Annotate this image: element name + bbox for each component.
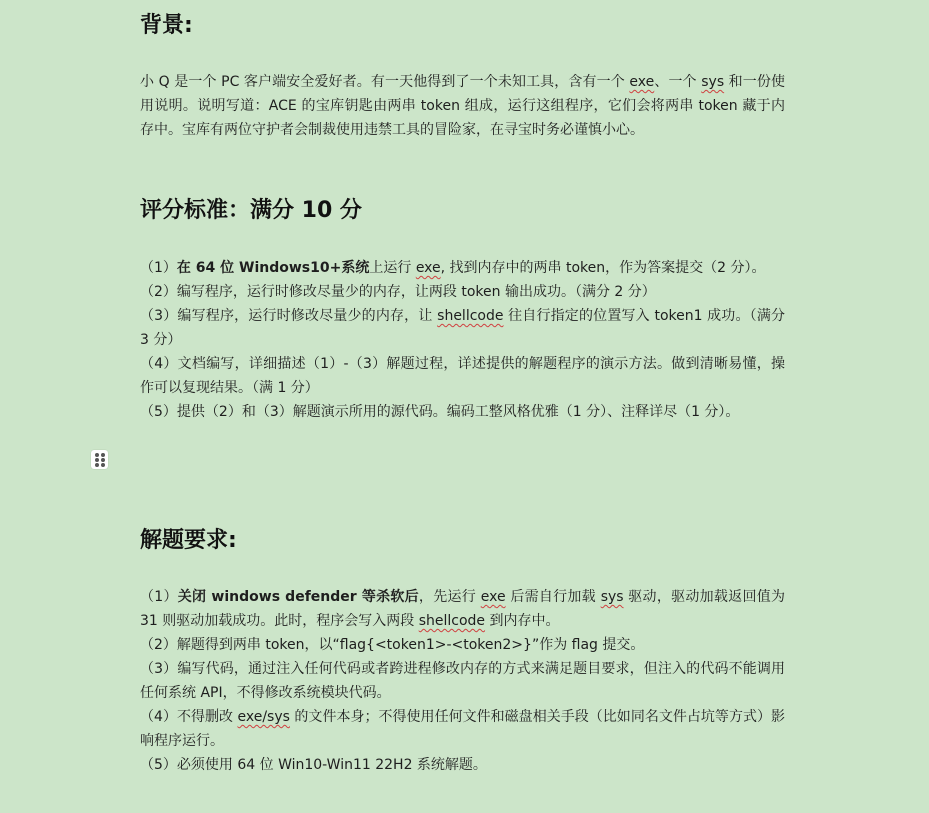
text-run: （2）解题得到两串 token，以“flag{<token1>-<token2>}”作为 flag 提交。 [140, 637, 645, 653]
requirement-item-2 [140, 633, 785, 657]
text-run: （5）必须使用 64 位 Win10-Win11 22H2 系统解题。 [140, 757, 487, 773]
scoring-item-2 [140, 280, 785, 304]
scoring-item-5 [140, 400, 785, 424]
requirement-item-3 [140, 657, 785, 705]
spellcheck-underlined-text: exe [415, 260, 441, 276]
text-run: 小 Q 是一个 PC 客户端安全爱好者。有一天他得到了一个未知工具，含有一个 [140, 74, 630, 90]
text-run: 上运行 [369, 260, 416, 276]
spellcheck-underlined-text: exe [480, 589, 506, 605]
text-run: （4）不得删改 [140, 709, 238, 725]
scoring-item-4 [140, 352, 785, 400]
background-paragraph [140, 70, 785, 142]
requirement-item-1 [140, 585, 785, 633]
text-run: 到内存中。 [485, 613, 560, 629]
spellcheck-underlined-text: shellcode [437, 308, 504, 324]
text-run: ，先运行 [418, 589, 481, 605]
heading-scoring: 评分标准：满分 10 分 [140, 198, 362, 223]
spellcheck-underlined-text: shellcode [418, 613, 486, 629]
text-run: , 找到内存中的两串 token，作为答案提交（2 分）。 [440, 260, 766, 276]
spellcheck-underlined-text: exe [629, 74, 655, 90]
text-run: 往自行指定的位置写入 token1 成功。（满分 3 分） [140, 308, 785, 348]
text-run: （1） [140, 589, 178, 605]
requirement-item-5 [140, 753, 785, 777]
requirement-item-4 [140, 705, 785, 753]
heading-requirements: 解题要求: [140, 528, 237, 553]
bold-text: 在 64 位 Windows10+系统 [176, 260, 370, 276]
text-run: 和一份使用说明。说明写道：ACE 的宝库钥匙由两串 token 组成，运行这组程序，它们会将两串 token 藏于内存中。宝库有两位守护者会制裁使用违禁工具的冒险家，在寻宝时务必谨慎小心。 [140, 74, 785, 138]
spellcheck-underlined-text: exe/sys [237, 709, 290, 725]
text-run: （3）编写代码，通过注入任何代码或者跨进程修改内存的方式来满足题目要求，但注入的代码不能调用任何系统 API，不得修改系统模块代码。 [140, 661, 785, 701]
scoring-item-1 [140, 256, 785, 280]
text-run: 驱动，驱动加载返回值为 31 则驱动加载成功。此时，程序会写入两段 [140, 589, 786, 629]
text-run: （1） [140, 260, 177, 276]
spellcheck-underlined-text: sys [701, 74, 725, 90]
text-run: （5）提供（2）和（3）解题演示所用的源代码。编码工整风格优雅（1 分）、注释详尽（1 分）。 [140, 404, 740, 420]
text-run: 、一个 [654, 74, 702, 90]
text-run: （2）编写程序，运行时修改尽量少的内存，让两段 token 输出成功。（满分 2 分） [140, 284, 656, 300]
requirements-list [140, 585, 785, 777]
heading-background: 背景: [140, 13, 193, 38]
drag-handle-icon[interactable] [91, 450, 108, 469]
scoring-list [140, 256, 785, 424]
spellcheck-underlined-text: sys [600, 589, 624, 605]
text-run: （3）编写程序，运行时修改尽量少的内存，让 [140, 308, 438, 324]
text-run: 的文件本身；不得使用任何文件和磁盘相关手段（比如同名文件占坑等方式）影响程序运行。 [140, 709, 785, 749]
text-run: 后需自行加载 [505, 589, 601, 605]
text-run: （4）文档编写，详细描述（1）-（3）解题过程，详述提供的解题程序的演示方法。做到清晰易懂，操作可以复现结果。（满 1 分） [140, 356, 785, 396]
scoring-item-3 [140, 304, 785, 352]
bold-text: 关闭 windows defender 等杀软后 [177, 589, 419, 605]
